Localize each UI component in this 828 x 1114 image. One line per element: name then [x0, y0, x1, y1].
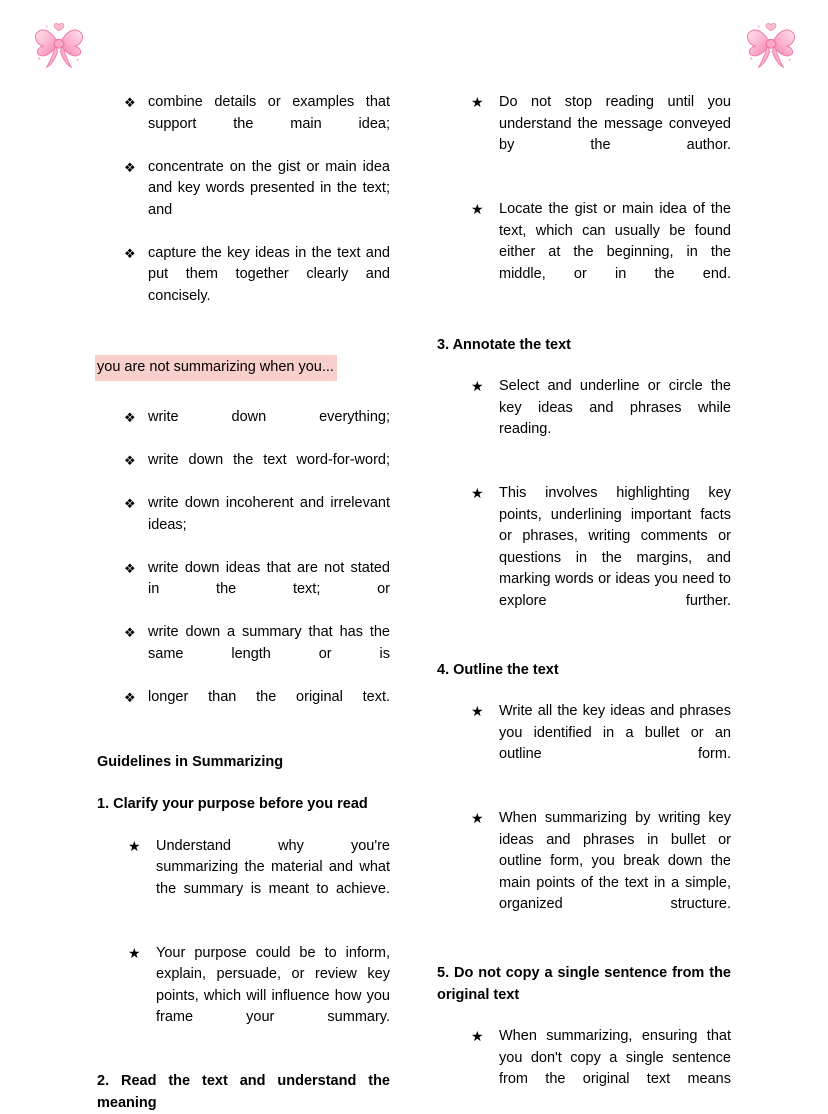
list-item: [124, 687, 390, 730]
list-item: [124, 92, 390, 157]
list-item-text: This involves highlighting key points, underlining important facts or phrases, writing comments or questions in the margins, and marking words or ideas you need to explore further.: [499, 485, 731, 609]
not-summarizing-list: [97, 407, 390, 730]
list-item: [124, 493, 390, 558]
diamond-bullet-icon: ❖: [124, 159, 136, 175]
list-item-text: When summarizing by writing key ideas and phrases in bullet or outline form, you break down the main points of the text in a simple, organized structure.: [499, 810, 731, 912]
diamond-bullet-icon: ❖: [124, 625, 136, 640]
list-item: [124, 622, 390, 687]
list-item: [124, 558, 390, 623]
star-bullet-icon: ★: [471, 201, 484, 217]
list-item: [471, 808, 731, 937]
step-1-points: [97, 836, 390, 1051]
guidelines-heading: Guidelines in Summarizing: [97, 753, 284, 770]
diamond-bullet-icon: ❖: [124, 496, 136, 511]
list-item-text: Your purpose could be to inform, explain, persuade, or review key points, which will influence how you frame your summary.: [156, 944, 390, 1025]
star-bullet-icon: ★: [471, 378, 484, 394]
step-5-points: [437, 1026, 731, 1112]
list-item-text: concentrate on the gist or main idea and key words presented in the text; and: [148, 158, 390, 218]
list-item-text: Select and underline or circle the key ideas and phrases while reading.: [499, 378, 731, 437]
list-item-text: Write all the key ideas and phrases you identified in a bullet or an outline form.: [499, 703, 731, 762]
star-bullet-icon: ★: [471, 94, 484, 110]
diamond-bullet-icon: ❖: [124, 245, 136, 261]
list-item: [124, 407, 390, 450]
diamond-bullet-icon: ❖: [124, 95, 136, 110]
list-item-text: Do not stop reading until you understand the message conveyed by the author.: [499, 94, 731, 153]
star-bullet-icon: ★: [471, 1028, 484, 1044]
list-item: [124, 450, 390, 493]
list-item-text: capture the key ideas in the text and put them together clearly and concisely.: [148, 244, 390, 304]
list-item: [128, 943, 390, 1051]
star-bullet-icon: ★: [128, 944, 141, 961]
list-item-text: write down the text word-for-word;: [148, 452, 390, 468]
list-item: [471, 199, 731, 307]
right-column: [414, 92, 828, 1112]
list-item: [471, 376, 731, 462]
two-column-body: [0, 92, 828, 1114]
diamond-bullet-icon: ❖: [124, 560, 136, 576]
list-item: [471, 483, 731, 634]
highlight-row: [95, 355, 390, 382]
star-bullet-icon: ★: [471, 485, 484, 501]
star-bullet-icon: ★: [471, 810, 484, 826]
list-item: [471, 92, 731, 178]
summarizing-list: [97, 92, 390, 329]
list-item: [471, 701, 731, 787]
list-item-text: longer than the original text.: [148, 688, 390, 705]
diamond-bullet-icon: ❖: [124, 410, 136, 425]
left-column: [0, 92, 414, 1114]
list-item-text: write down everything;: [148, 409, 390, 425]
list-item: [128, 836, 390, 922]
list-item-text: write down ideas that are not stated in the text; or: [148, 559, 390, 597]
step-3-heading: 3. Annotate the text: [437, 336, 572, 353]
list-item-text: combine details or examples that support the main idea;: [148, 94, 390, 132]
step-4-heading: 4. Outline the text: [437, 661, 559, 678]
step-2-heading: 2. Read the text and understand the meaning: [97, 1073, 390, 1111]
step-3-points: [437, 376, 731, 634]
star-bullet-icon: ★: [128, 837, 141, 854]
list-item-text: Understand why you're summarizing the material and what the summary is meant to achieve.: [156, 837, 390, 897]
list-item-text: write down a summary that has the same length or is: [148, 624, 390, 662]
list-item-text: write down incoherent and irrelevant ideas;: [148, 495, 390, 533]
step-4-points: [437, 701, 731, 937]
list-item: [124, 243, 390, 329]
star-bullet-icon: ★: [471, 703, 484, 719]
diamond-bullet-icon: ❖: [124, 689, 136, 705]
highlighted-heading: you are not summarizing when you...: [95, 355, 337, 382]
diamond-bullet-icon: ❖: [124, 453, 136, 468]
step-2-points: [437, 92, 731, 307]
ribbon-bow-icon-right: [738, 14, 804, 76]
list-item-text: When summarizing, ensuring that you don't copy a single sentence from the original text means: [499, 1028, 731, 1087]
list-item-text: Locate the gist or main idea of the text, which can usually be found either at the beginning, in the middle, or in the end.: [499, 201, 731, 282]
list-item: [471, 1026, 731, 1112]
ribbon-bow-icon-left: [26, 14, 92, 76]
step-1-heading: 1. Clarify your purpose before you read: [97, 796, 368, 812]
step-5-heading: 5. Do not copy a single sentence from the original text: [437, 965, 731, 1003]
list-item: [124, 157, 390, 243]
